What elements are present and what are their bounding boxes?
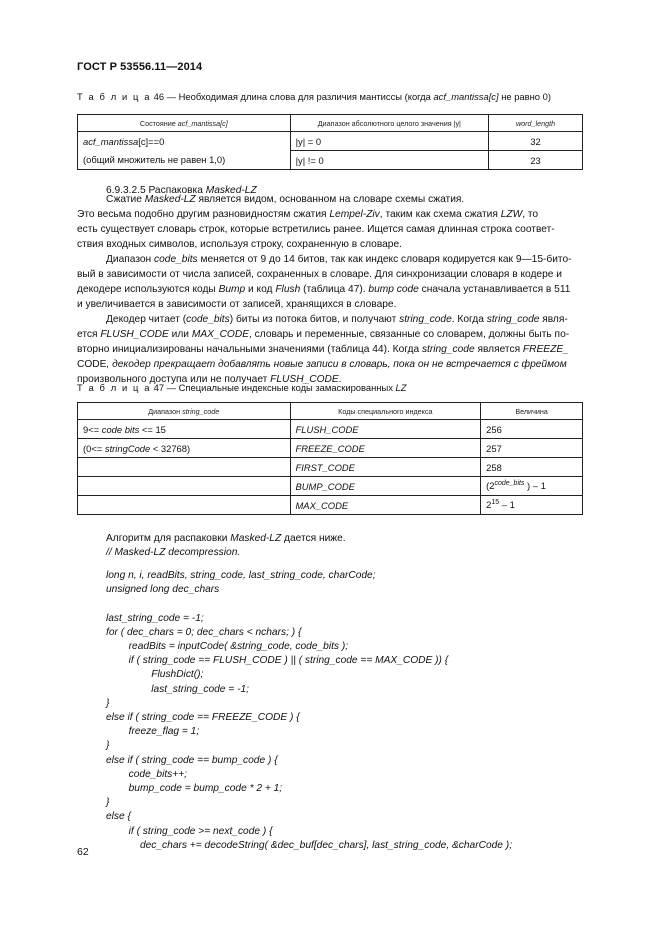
- table-row: [78, 420, 583, 439]
- paragraph-line: [77, 357, 567, 372]
- body-text: и код: [245, 284, 276, 295]
- body-text: ствия входных символов, используя строку, сохраненную в словаре.: [77, 239, 402, 250]
- body-text: Сжатие: [106, 194, 145, 205]
- body-text: .: [338, 374, 342, 385]
- paragraph-line: [77, 222, 555, 237]
- table-cell: [78, 458, 291, 477]
- body-text: или: [168, 329, 192, 340]
- body-text: является видом, основанном на словаре схемы сжатия.: [195, 194, 465, 205]
- table-cell: 258: [481, 458, 583, 477]
- body-text: , таким как схема сжатия: [379, 209, 501, 220]
- body-text: ется: [77, 329, 101, 340]
- table-cell: |y| = 0: [290, 132, 489, 151]
- term-text: LZW: [500, 209, 523, 220]
- paragraph-line: [77, 342, 569, 357]
- table-cell: $2^{15} - 1$: [481, 496, 583, 515]
- code-line: freeze_flag = 1;: [106, 726, 200, 738]
- table46-title-a: — Необходимая длина слова для различия мантиссы (когда: [164, 91, 434, 102]
- term-text: MAX_CODE: [191, 329, 250, 340]
- code-block: [106, 569, 512, 853]
- paragraph-line: [106, 252, 572, 267]
- body-text: вый в зависимости от числа записей, сохраненных в словаре. Для синхронизации словаря в кодере и: [77, 269, 562, 280]
- table46-title-c: не равно 0): [498, 91, 551, 102]
- table-cell: acf_mantissa[c]==0: [78, 132, 291, 151]
- table47-title-b: LZ: [395, 382, 407, 393]
- table-header-cell: Величина: [481, 403, 583, 420]
- table-cell: [78, 496, 291, 515]
- table-cell: BUMP_CODE: [290, 477, 481, 496]
- table-header-row: [78, 403, 583, 420]
- table-cell: 9<= code bits <= 15: [78, 420, 291, 439]
- code-line: last_string_code = -1;: [106, 612, 204, 624]
- table-46: [77, 114, 583, 170]
- term-text: code_bits: [186, 314, 230, 325]
- table-header-cell: Диапазон string_code: [78, 403, 291, 420]
- table-header-cell: Коды специального индекса: [290, 403, 481, 420]
- body-text: является: [474, 344, 523, 355]
- table-cell: [78, 477, 291, 496]
- table-cell: 23: [489, 151, 583, 170]
- table-cell: FLUSH_CODE: [290, 420, 481, 439]
- term-text: Bump: [218, 284, 246, 295]
- body-text: ) биты из потока битов, и получают: [229, 314, 400, 325]
- paragraph-line: [77, 237, 402, 252]
- table-cell: FIRST_CODE: [290, 458, 481, 477]
- table47-caption: [77, 382, 406, 393]
- code-line: else {: [106, 811, 131, 823]
- paragraph-line: [106, 192, 464, 207]
- body-text: (таблица 47).: [300, 284, 369, 295]
- table-cell: ($2^{code\_bits}$ ) – 1: [481, 477, 583, 496]
- code-line: dec_chars += decodeString( &dec_buf[dec_chars], last_string_code, &charCode );: [106, 839, 513, 851]
- table-header-cell: Диапазон абсолютного целого значения |y|: [290, 115, 489, 132]
- table-row: [78, 151, 583, 170]
- table-47: [77, 402, 583, 515]
- body-text: Это весьма подобно другим разновидностям сжатия: [77, 209, 330, 220]
- code-line: }: [106, 740, 110, 752]
- algorithm-intro: Алгоритм для распаковки Masked-LZ дается ниже.: [106, 533, 346, 544]
- table-cell: MAX_CODE: [290, 496, 481, 515]
- table46-label: Т а б л и ц а: [77, 91, 152, 102]
- paragraph-line: [77, 282, 570, 297]
- term-text: FLUSH_CODE: [270, 374, 339, 385]
- table47-title-a: — Специальные индексные коды замаскированных: [164, 382, 396, 393]
- term-text: Flush: [275, 284, 301, 295]
- table-header-cell: word_length: [489, 115, 583, 132]
- body-text: Декодер читает (: [106, 314, 187, 325]
- table46-caption: [77, 91, 551, 102]
- paragraph-line: [106, 312, 568, 327]
- table-cell: (0<= stringCode < 32768): [78, 439, 291, 458]
- code-line: unsigned long dec_chars: [106, 584, 220, 596]
- table-cell: FREEZE_CODE: [290, 439, 481, 458]
- table-header-cell: Состояние acf_mantissa[c]: [78, 115, 291, 132]
- body-text: декодере используются коды: [77, 284, 219, 295]
- paragraph-line: [77, 267, 562, 282]
- term-text: string_code: [421, 344, 475, 355]
- body-text: Диапазон: [106, 254, 155, 265]
- table-cell: (общий множитель не равен 1,0): [78, 151, 291, 170]
- table-row: [78, 477, 583, 496]
- code-line: for ( dec_chars = 0; dec_chars < nchars; ) {: [106, 626, 302, 638]
- body-text: и увеличивается в зависимости от записей, хранящихся в словаре.: [77, 299, 397, 310]
- code-line: last_string_code = -1;: [106, 683, 249, 695]
- body-text: сначала устанавливается в 511: [418, 284, 571, 295]
- table46-number: 46: [153, 91, 165, 102]
- table-header-row: [78, 115, 583, 132]
- body-text: CODE: [77, 359, 107, 370]
- paragraph-line: [77, 327, 569, 342]
- body-text: произвольного доступа или не получает: [77, 374, 271, 385]
- body-text: , то: [522, 209, 539, 220]
- table-cell: 32: [489, 132, 583, 151]
- table47-label: Т а б л и ц а: [77, 382, 152, 393]
- term-text: FLUSH_CODE: [100, 329, 169, 340]
- body-text: . Когда: [451, 314, 487, 325]
- section-heading: 6.9.3.2.5 Распаковка Masked-LZ: [106, 185, 257, 196]
- term-text: Masked-LZ: [144, 194, 196, 205]
- table-cell: 256: [481, 420, 583, 439]
- code-line: [106, 597, 512, 611]
- code-line: if ( string_code >= next_code ) {: [106, 825, 273, 837]
- body-text: явля-: [539, 314, 568, 325]
- table46-title-b: acf_mantissa[c]: [433, 91, 499, 102]
- code-line: else if ( string_code == FREEZE_CODE ) {: [106, 712, 300, 724]
- body-text: есть существует словарь строк, которые встретились ранее. Ищется самая длинная строка соответ-: [77, 224, 555, 235]
- term-text: Lempel-Ziv: [329, 209, 380, 220]
- code-line: }: [106, 797, 110, 809]
- document-id: ГОСТ Р 53556.11—2014: [77, 61, 203, 73]
- code-line: else if ( string_code == bump_code ) {: [106, 754, 278, 766]
- term-text: string_code: [486, 314, 540, 325]
- term-text: FREEZE_: [522, 344, 569, 355]
- table-row: [78, 132, 583, 151]
- table-row: [78, 496, 583, 515]
- algorithm-comment: // Masked-LZ decompression.: [106, 547, 241, 558]
- table47-number: 47: [153, 382, 165, 393]
- term-text: code_bits: [154, 254, 198, 265]
- code-line: FlushDict();: [106, 669, 204, 681]
- code-line: }: [106, 697, 110, 709]
- code-line: readBits = inputCode( &string_code, code_bits );: [106, 641, 349, 653]
- term-text: , декодер прекращает добавлять новые записи в словарь, пока он не встречается с фреймом: [106, 359, 567, 370]
- body-text: , словарь и переменные, связанные со словарем, должны быть по-: [249, 329, 570, 340]
- term-text: string_code: [399, 314, 452, 325]
- table-row: [78, 439, 583, 458]
- body-text: меняется от 9 до 14 битов, так как индекс словаря кодируется как 9—15-бито-: [197, 254, 572, 265]
- code-line: if ( string_code == FLUSH_CODE ) || ( string_code == MAX_CODE )) {: [106, 655, 449, 667]
- code-line: long n, i, readBits, string_code, last_string_code, charCode;: [106, 570, 376, 581]
- term-text: bump code: [368, 284, 419, 295]
- paragraph-line: [77, 297, 396, 312]
- paragraph-line: [77, 207, 538, 222]
- table-row: [78, 458, 583, 477]
- body-text: вторно инициализированы начальными значениями (таблица 44). Когда: [77, 344, 422, 355]
- code-line: code_bits++;: [106, 768, 187, 780]
- table-cell: 257: [481, 439, 583, 458]
- table-cell: |y| != 0: [290, 151, 489, 170]
- code-line: bump_code = bump_code * 2 + 1;: [106, 783, 283, 795]
- page-number: 62: [77, 846, 89, 858]
